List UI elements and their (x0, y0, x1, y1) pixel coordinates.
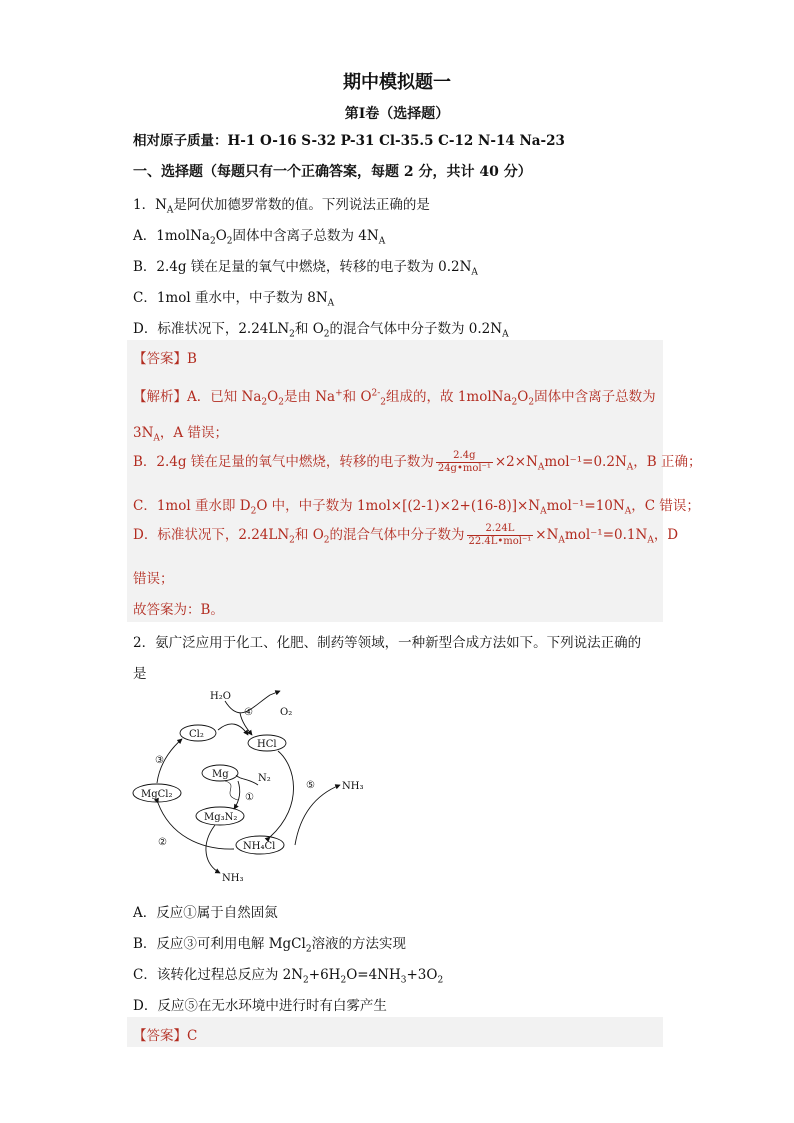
reaction-cycle-diagram (130, 685, 370, 890)
q1-explanation-b: B．2.4g 镁在足量的氧气中燃烧，转移的电子数为 $\frac{2.4g}{\text{24g•mol⁻¹}}$ $\times 2\times N_Amol^{-1}=0.2N_A$，B 正确； (133, 450, 702, 474)
q2-stem-line2: 是 (133, 666, 147, 682)
q1-explanation-a-cont: $3N_A$，A 错误； (133, 425, 228, 444)
mg3n2-label: Mg₃N₂ (204, 812, 238, 823)
q1-option-a: A．$1molNa_2O_2$固体中含离子总数为 $4N_A$ (133, 228, 386, 247)
q1-explanation-a: 【解析】A．已知 $Na_2O_2$是由 Na+和 $O^{2-}_2$组成的，故 $1molNa_2O_2$固体中含离子总数为 (133, 388, 656, 408)
nh3-bottom-label: NH₃ (222, 873, 244, 884)
q1-explanation-d-cont: 错误； (133, 571, 174, 587)
nh4cl-label: NH₄Cl (243, 841, 276, 852)
q2-option-a: A．反应①属于自然固氮 (133, 905, 278, 921)
q2-option-b: B．反应③可利用电解 MgCl$_2$溶液的方法实现 (133, 936, 407, 955)
step5-label: ⑤ (306, 780, 315, 791)
step3-label: ③ (155, 755, 164, 766)
q1-explanation-c: C．1mol 重水即 $D_2O$ 中，中子数为 $1mol\times[(2-1)\times 2+(16-8)]\times N_Amol^{-1}=10N_A$，C 错误； (133, 498, 700, 517)
q2-answer: 【答案】C (133, 1028, 198, 1044)
q1-answer-box (127, 340, 663, 622)
step1-label: ① (245, 792, 254, 803)
mgcl2-label: MgCl₂ (141, 789, 173, 800)
q1-stem: 1．$N_A$是阿伏加德罗常数的值。下列说法正确的是 (133, 197, 430, 216)
nh3-right-label: NH₃ (342, 781, 364, 792)
q2-option-c: C．该转化过程总反应为 $2N_2+6H_2O=4NH_3+3O_2$ (133, 967, 444, 986)
page-subtitle: 第Ⅰ卷（选择题） (344, 106, 450, 122)
q1-conclusion: 故答案为：B。 (133, 602, 224, 618)
mg-label: Mg (212, 769, 229, 780)
q2-option-d: D．反应⑤在无水环境中进行时有白雾产生 (133, 998, 387, 1014)
page-title: 期中模拟题一 (343, 72, 451, 93)
q1-option-c: C．1mol 重水中，中子数为 $8N_A$ (133, 290, 335, 309)
q2-answer-box (127, 1017, 663, 1047)
step4-label: ④ (244, 707, 253, 718)
section-heading: 一、选择题（每题只有一个正确答案，每题 2 分，共计 40 分） (133, 164, 532, 180)
cl2-label: Cl₂ (189, 729, 204, 740)
q1-option-b: B．2.4g 镁在足量的氧气中燃烧，转移的电子数为 $0.2N_A$ (133, 259, 478, 278)
hcl-label: HCl (257, 739, 277, 750)
n2-label: N₂ (258, 773, 271, 784)
o2-label: O₂ (280, 707, 293, 718)
step2-label: ② (158, 837, 167, 848)
h2o-label: H₂O (210, 691, 231, 702)
q1-explanation-d: D．标准状况下，$2.24LN_2$和 $O_2$的混合气体中分子数为 $\frac{2.24L}{\text{22.4L•mol⁻¹}}$ $\times N_Amol^{-1}=0.1N_A$，D (133, 523, 679, 547)
q1-answer: 【答案】B (133, 351, 197, 367)
q2-stem-line1: 2．氨广泛应用于化工、化肥、制药等领域，一种新型合成方法如下。下列说法正确的 (133, 635, 642, 651)
atomic-mass-line: 相对原子质量：H-1 O-16 S-32 P-31 Cl-35.5 C-12 N-14 Na-23 (133, 133, 565, 149)
q1-option-d: D．标准状况下，$2.24LN_2$和 $O_2$的混合气体中分子数为 $0.2N_A$ (133, 321, 509, 340)
